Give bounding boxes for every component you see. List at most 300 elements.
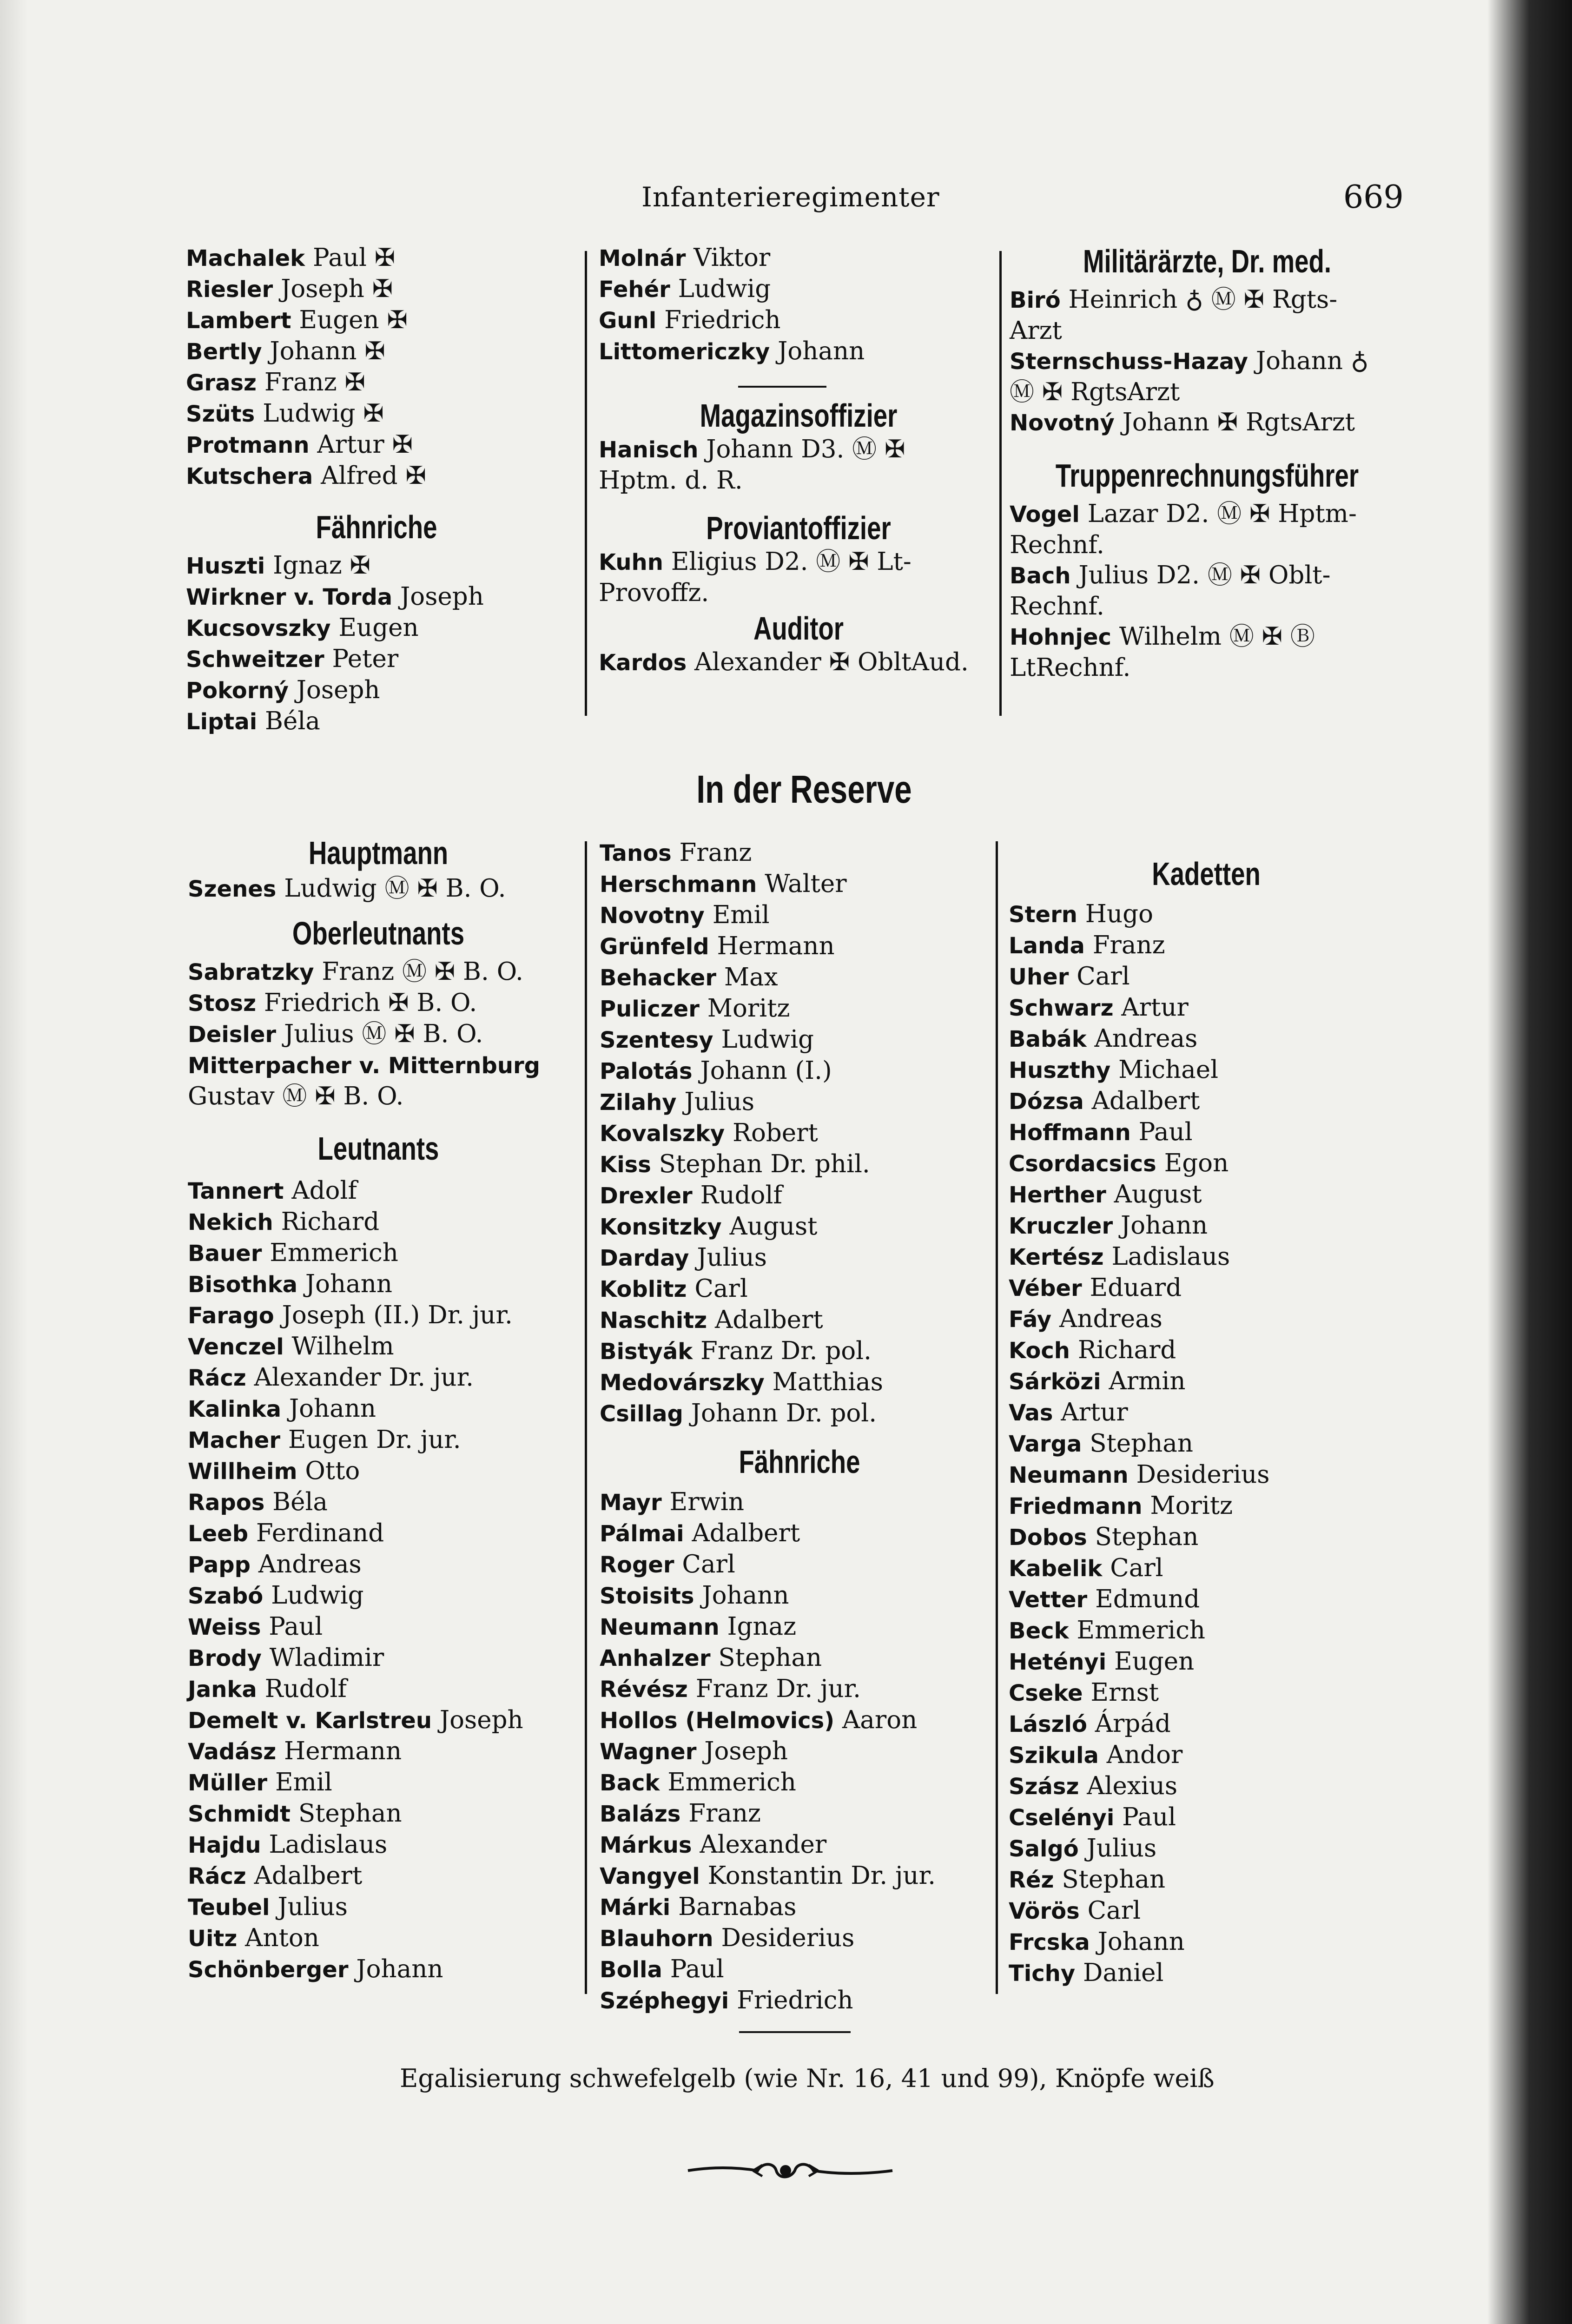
surname: Tichy	[1009, 1961, 1076, 1987]
footer-rule	[739, 2031, 851, 2033]
entry-continuation: LtRechnf.	[1010, 654, 1131, 682]
surname: Herther	[1009, 1182, 1106, 1208]
surname: Bertly	[186, 339, 262, 365]
entry-details: Desiderius	[721, 1924, 855, 1952]
list-item	[188, 1705, 569, 1736]
entry-details: Adalbert	[1091, 1087, 1200, 1115]
list-item	[186, 243, 567, 274]
list-item	[188, 1362, 569, 1393]
column-divider	[999, 251, 1002, 716]
list-item	[600, 1923, 999, 1954]
section-heading-magazin: Magazinsoffizier	[700, 397, 898, 434]
column-divider	[996, 841, 998, 1994]
list-item	[186, 613, 567, 644]
surname: Bisothka	[188, 1272, 298, 1298]
surname: Babák	[1009, 1026, 1087, 1052]
surname: Lambert	[186, 308, 291, 334]
surname: Müller	[188, 1770, 268, 1796]
page-number: 669	[1343, 179, 1404, 216]
entry-details: Franz	[688, 1799, 761, 1828]
entry-details: Adalbert	[254, 1862, 363, 1890]
list-item	[186, 550, 567, 581]
section-heading-proviant: Proviantoffizier	[706, 510, 891, 546]
surname: Hanisch	[599, 437, 699, 463]
reserve-middle-column	[600, 838, 999, 2016]
list-item	[600, 993, 999, 1024]
entry-details: Johann	[305, 1270, 393, 1298]
list-item	[1009, 1210, 1404, 1241]
entry-details: Friedrich ✠ B. O.	[264, 989, 477, 1017]
list-item	[1009, 1584, 1404, 1615]
entry-list	[599, 243, 998, 367]
list-item	[1009, 1366, 1404, 1397]
surname: Kruczler	[1009, 1213, 1113, 1239]
entry-continuation: Rechnf.	[1010, 592, 1104, 621]
entry-details: Franz Dr. pol.	[700, 1337, 872, 1365]
surname: Réz	[1009, 1867, 1054, 1893]
surname: Anhalzer	[600, 1645, 711, 1671]
list-item	[1009, 1241, 1404, 1273]
list-item	[600, 1056, 999, 1087]
list-item	[188, 1425, 569, 1456]
list-item	[600, 1892, 999, 1923]
surname: Wirkner v. Torda	[186, 584, 393, 610]
surname: Blauhorn	[600, 1926, 713, 1952]
surname: Uher	[1009, 964, 1069, 990]
entry-details: Michael	[1118, 1056, 1219, 1084]
surname: Tannert	[188, 1178, 284, 1204]
entry-details: Ludwig Ⓜ ✠ B. O.	[284, 874, 506, 903]
entry-details: Joseph	[296, 676, 380, 704]
surname: Uitz	[188, 1926, 238, 1952]
entry-details: Emil	[712, 901, 770, 929]
surname: Landa	[1009, 933, 1085, 959]
list-item	[1009, 1771, 1404, 1802]
entry-details: Ferdinand	[256, 1519, 384, 1547]
entry-details: Carl	[1087, 1896, 1141, 1925]
surname: Behacker	[600, 965, 717, 991]
surname: Márkus	[600, 1832, 692, 1858]
surname: Farago	[188, 1303, 274, 1329]
entry-details: Johann ✠	[270, 337, 385, 365]
surname: Pokorný	[186, 678, 289, 704]
entry-details: Adalbert	[692, 1519, 800, 1547]
flourish-icon	[683, 2157, 897, 2185]
surname: Szentesy	[600, 1027, 713, 1053]
surname: Vogel	[1010, 502, 1080, 528]
surname: Varga	[1009, 1431, 1082, 1457]
column-divider	[585, 251, 587, 716]
list-item	[188, 1175, 569, 1207]
list-item	[1009, 1491, 1404, 1522]
entry-details: Andreas	[1094, 1024, 1198, 1053]
entry-details: Alexander ✠ ObltAud.	[694, 648, 969, 676]
surname: Beck	[1009, 1618, 1069, 1644]
entry-details: Heinrich ♁ Ⓜ ✠ Rgts-	[1068, 285, 1338, 314]
entry-details: Johann (I.)	[700, 1056, 832, 1085]
divider-rule	[738, 386, 826, 388]
list-item	[1009, 1397, 1404, 1428]
list-item	[188, 1923, 569, 1954]
entry-details: Julius D2. Ⓜ ✠ Oblt-	[1078, 561, 1331, 589]
list-item	[188, 1456, 569, 1487]
surname: Kiss	[600, 1152, 651, 1178]
section-heading-faehnriche-reserve: Fähnriche	[739, 1444, 860, 1480]
list-item	[188, 1736, 569, 1767]
list-item	[186, 581, 567, 613]
surname: Medovárszky	[600, 1370, 765, 1396]
entry-continuation: Ⓜ ✠ RgtsArzt	[1010, 378, 1180, 406]
surname: Kabelik	[1009, 1556, 1103, 1582]
entry-details: Ernst	[1090, 1678, 1159, 1707]
section-heading-aerzte: Militärärzte, Dr. med.	[1083, 243, 1332, 279]
list-item	[1009, 1927, 1404, 1958]
entry-list	[186, 243, 567, 492]
entry-details: Béla	[272, 1488, 328, 1516]
surname: Novotný	[1010, 410, 1115, 436]
entry-list	[599, 647, 998, 678]
list-item	[600, 1954, 999, 1985]
list-item	[1010, 621, 1405, 653]
surname: Papp	[188, 1552, 251, 1578]
surname: Weiss	[188, 1614, 261, 1640]
surname: Venczel	[188, 1334, 284, 1360]
entry-details: Ladislaus	[269, 1830, 388, 1859]
list-item	[188, 1019, 569, 1050]
surname: Sabratzky	[188, 959, 314, 985]
list-item	[1009, 1677, 1404, 1709]
entry-details: Walter	[765, 870, 847, 898]
surname: Novotny	[600, 903, 705, 929]
surname: Demelt v. Karlstreu	[188, 1708, 432, 1734]
entry-details: Eugen	[338, 614, 419, 642]
list-item	[186, 675, 567, 706]
list-item	[188, 1050, 569, 1081]
entry-details: Friedrich	[664, 306, 781, 334]
surname: Szabó	[188, 1583, 264, 1609]
list-item	[1009, 1553, 1404, 1584]
entry-details: Ludwig ✠	[263, 399, 384, 428]
surname: Mitterpacher v. Mitternburg	[188, 1053, 541, 1079]
list-item	[599, 434, 998, 465]
surname: Szüts	[186, 401, 255, 427]
entry-details: Artur ✠	[317, 430, 413, 459]
surname: Hohnjec	[1010, 624, 1111, 650]
list-item	[186, 274, 567, 305]
entry-details: Richard	[281, 1208, 380, 1236]
entry-details: Paul	[1138, 1118, 1193, 1146]
list-item	[1009, 1086, 1404, 1117]
surname: Wagner	[600, 1739, 697, 1765]
entry-details: Otto	[305, 1457, 360, 1485]
list-item	[186, 305, 567, 336]
list-item	[1009, 1304, 1404, 1335]
surname: Riesler	[186, 277, 273, 303]
entry-details: Ignaz ✠	[273, 551, 370, 580]
entry-details: Daniel	[1083, 1959, 1164, 1987]
entry-details: Stephan	[718, 1644, 822, 1672]
list-item	[186, 644, 567, 675]
list-item	[600, 1985, 999, 2016]
entry-list	[186, 550, 567, 737]
surname: Roger	[600, 1552, 674, 1578]
list-item	[600, 1487, 999, 1518]
list-item	[188, 1393, 569, 1425]
entry-details: Julius Ⓜ ✠ B. O.	[284, 1020, 483, 1048]
column-divider	[585, 841, 587, 1994]
list-item	[600, 1024, 999, 1056]
entry-details: Eligius D2. Ⓜ ✠ Lt-	[671, 548, 911, 576]
list-item	[1009, 1459, 1404, 1491]
entry-details: Paul ✠	[312, 244, 396, 272]
list-item	[600, 1767, 999, 1798]
entry-details: Emil	[275, 1768, 332, 1796]
entry-details: Aaron	[842, 1706, 918, 1734]
entry-details: Max	[724, 963, 778, 991]
entry-details: Stephan	[1062, 1865, 1166, 1894]
surname: Tanos	[600, 840, 672, 866]
surname: Balázs	[600, 1801, 681, 1827]
entry-details: Johann	[702, 1581, 789, 1610]
entry-details: Alfred ✠	[321, 462, 426, 490]
list-item	[1010, 499, 1405, 530]
entry-details: Johann ♁	[1255, 347, 1369, 375]
list-item	[188, 1767, 569, 1798]
entry-details: Franz	[679, 838, 752, 867]
entry-details: Hermann	[717, 932, 835, 960]
list-item	[188, 1892, 569, 1923]
list-item	[188, 1487, 569, 1518]
entry-details: Johann	[1120, 1211, 1208, 1240]
surname: Kutschera	[186, 463, 313, 489]
reserve-right-column	[1009, 855, 1404, 1989]
surname: Révész	[600, 1677, 688, 1703]
entry-details: Armin	[1109, 1367, 1186, 1395]
entry-details: Ludwig	[678, 275, 771, 303]
list-item	[600, 900, 999, 931]
surname: Kardos	[599, 650, 687, 676]
section-heading-oberleutnants: Oberleutnants	[292, 915, 465, 951]
list-item	[186, 429, 567, 461]
list-item	[600, 1149, 999, 1180]
surname: Fehér	[599, 277, 670, 303]
entry-details: Johann	[289, 1394, 376, 1423]
top-right-column	[1010, 243, 1405, 683]
surname: Kalinka	[188, 1396, 281, 1422]
surname: Vangyel	[600, 1863, 700, 1889]
list-item	[600, 1305, 999, 1336]
list-item	[600, 1549, 999, 1580]
surname: Hoffmann	[1009, 1120, 1131, 1146]
surname: Huszthy	[1009, 1057, 1111, 1083]
list-item	[1009, 1740, 1404, 1771]
entry-details: Wladimir	[269, 1644, 384, 1672]
entry-details: Peter	[332, 645, 399, 673]
entry-details: Wilhelm	[291, 1332, 394, 1360]
surname: Naschitz	[600, 1307, 707, 1334]
entry-details: Moritz	[1150, 1492, 1233, 1520]
surname: Mayr	[600, 1490, 662, 1516]
entry-details: Carl	[682, 1550, 735, 1578]
entry-details: Carl	[694, 1274, 748, 1303]
surname: Janka	[188, 1677, 257, 1703]
list-item	[1009, 1615, 1404, 1646]
surname: Szász	[1009, 1774, 1079, 1800]
surname: Stosz	[188, 990, 256, 1017]
list-item	[1010, 284, 1405, 316]
list-item	[599, 336, 998, 367]
entry-details: Hermann	[284, 1737, 402, 1765]
entry-details: Andreas	[1059, 1305, 1162, 1333]
surname: Hetényi	[1009, 1649, 1107, 1675]
entry-details: Viktor	[694, 244, 771, 272]
surname: Grünfeld	[600, 934, 709, 960]
list-item	[600, 1367, 999, 1398]
list-item	[600, 1829, 999, 1861]
surname: Schweitzer	[186, 647, 324, 673]
list-item	[188, 873, 569, 905]
surname: Salgó	[1009, 1836, 1079, 1862]
entry-details: Franz ✠	[264, 368, 365, 396]
list-item	[600, 1674, 999, 1705]
section-heading-hauptmann: Hauptmann	[308, 835, 449, 871]
entry-details: Paul	[1122, 1803, 1176, 1831]
section-heading-kadetten: Kadetten	[1152, 856, 1261, 892]
footer-note: Egalisierung schwefelgelb (wie Nr. 16, 41 und 99), Knöpfe weiß	[400, 2064, 1215, 2093]
section-heading-faehnriche: Fähnriche	[316, 509, 437, 545]
list-item	[600, 1705, 999, 1736]
surname: Csordacsics	[1009, 1151, 1156, 1177]
list-item	[1009, 1273, 1404, 1304]
entry-details: Franz Ⓜ ✠ B. O.	[322, 957, 523, 986]
surname: Gunl	[599, 308, 657, 334]
flourish-ornament	[683, 2157, 897, 2186]
entry-details: Barnabas	[678, 1893, 797, 1921]
entry-details: Stephan	[1090, 1429, 1193, 1458]
surname: Stoisits	[600, 1583, 694, 1609]
entry-details: Johann	[1097, 1928, 1185, 1956]
surname: László	[1009, 1711, 1087, 1737]
entry-details: Stephan Dr. phil.	[659, 1150, 870, 1178]
list-item	[188, 1674, 569, 1705]
list-item	[600, 1861, 999, 1892]
entry-details: Friedrich	[737, 1986, 853, 2014]
surname: Hollos (Helmovics)	[600, 1708, 835, 1734]
list-item	[600, 1580, 999, 1611]
list-item	[600, 1398, 999, 1429]
list-item	[188, 1954, 569, 1985]
surname: Frcska	[1009, 1929, 1090, 1955]
surname: Cselényi	[1009, 1805, 1115, 1831]
list-item	[186, 398, 567, 429]
reserve-left-column	[188, 834, 569, 1985]
surname: Zilahy	[600, 1089, 677, 1116]
list-item	[1009, 1833, 1404, 1864]
entry-details: Béla	[265, 707, 320, 735]
entry-details: Eugen	[1114, 1647, 1195, 1676]
entry-details: Ladislaus	[1111, 1242, 1230, 1271]
surname: Kertész	[1009, 1244, 1104, 1270]
surname: Schönberger	[188, 1957, 349, 1983]
list-item	[188, 1611, 569, 1643]
surname: Kucsovszky	[186, 615, 331, 641]
entry-details: Paul	[269, 1612, 323, 1641]
surname: Dobos	[1009, 1525, 1087, 1551]
surname: Konsitzky	[600, 1214, 722, 1240]
surname: Darday	[600, 1245, 689, 1271]
surname: Vas	[1009, 1400, 1053, 1426]
entry-details: Egon	[1164, 1149, 1229, 1177]
entry-details: Carl	[1077, 962, 1130, 990]
entry-details: Árpád	[1095, 1710, 1171, 1738]
surname: Brody	[188, 1645, 262, 1671]
list-item	[1009, 1646, 1404, 1677]
surname: Neumann	[1009, 1462, 1129, 1488]
list-item	[186, 367, 567, 398]
surname: Herschmann	[600, 872, 757, 898]
surname: Schmidt	[188, 1801, 291, 1827]
entry-details: Andreas	[258, 1550, 362, 1578]
list-item	[188, 1549, 569, 1580]
list-item	[1009, 1895, 1404, 1927]
list-item	[1009, 1055, 1404, 1086]
entry-details: Moritz	[707, 994, 790, 1023]
list-item	[1009, 1335, 1404, 1366]
list-item	[1010, 346, 1405, 377]
list-item	[188, 1518, 569, 1549]
list-item	[1009, 1958, 1404, 1989]
surname: Bolla	[600, 1957, 662, 1983]
entry-details: Julius	[697, 1243, 767, 1272]
entry-details: Artur	[1121, 993, 1189, 1022]
surname: Csillag	[600, 1401, 683, 1427]
entry-details: Edmund	[1095, 1585, 1200, 1613]
list-item	[600, 838, 999, 869]
list-item	[188, 1300, 569, 1331]
surname: Macher	[188, 1427, 281, 1453]
surname: Koblitz	[600, 1276, 687, 1302]
entry-list	[1009, 899, 1404, 1989]
list-item	[600, 1611, 999, 1643]
list-item	[600, 931, 999, 962]
surname: Rácz	[188, 1365, 246, 1391]
surname: Bach	[1010, 563, 1071, 589]
entry-details: Robert	[733, 1119, 818, 1147]
entry-details: Stephan	[1095, 1523, 1199, 1551]
surname: Cseke	[1009, 1680, 1083, 1706]
entry-details: Ludwig	[721, 1025, 814, 1054]
surname: Neumann	[600, 1614, 720, 1640]
list-item	[600, 1798, 999, 1829]
entry-details: Julius	[684, 1088, 755, 1116]
list-item	[1009, 899, 1404, 930]
surname: Sárközi	[1009, 1369, 1101, 1395]
entry-details: Richard	[1077, 1336, 1176, 1364]
list-item	[188, 1269, 569, 1300]
list-item	[1009, 1179, 1404, 1210]
entry-details: Julius	[277, 1893, 348, 1921]
list-item	[600, 1180, 999, 1211]
entry-details: August	[1114, 1180, 1202, 1208]
surname: Vetter	[1009, 1587, 1088, 1613]
section-heading-auditor: Auditor	[753, 610, 844, 647]
surname: Márki	[600, 1895, 671, 1921]
entry-details: Ludwig	[271, 1581, 364, 1610]
list-item	[186, 336, 567, 367]
list-item	[1009, 1023, 1404, 1055]
surname: Bistyák	[600, 1339, 693, 1365]
entry-details: Andor	[1106, 1741, 1183, 1769]
